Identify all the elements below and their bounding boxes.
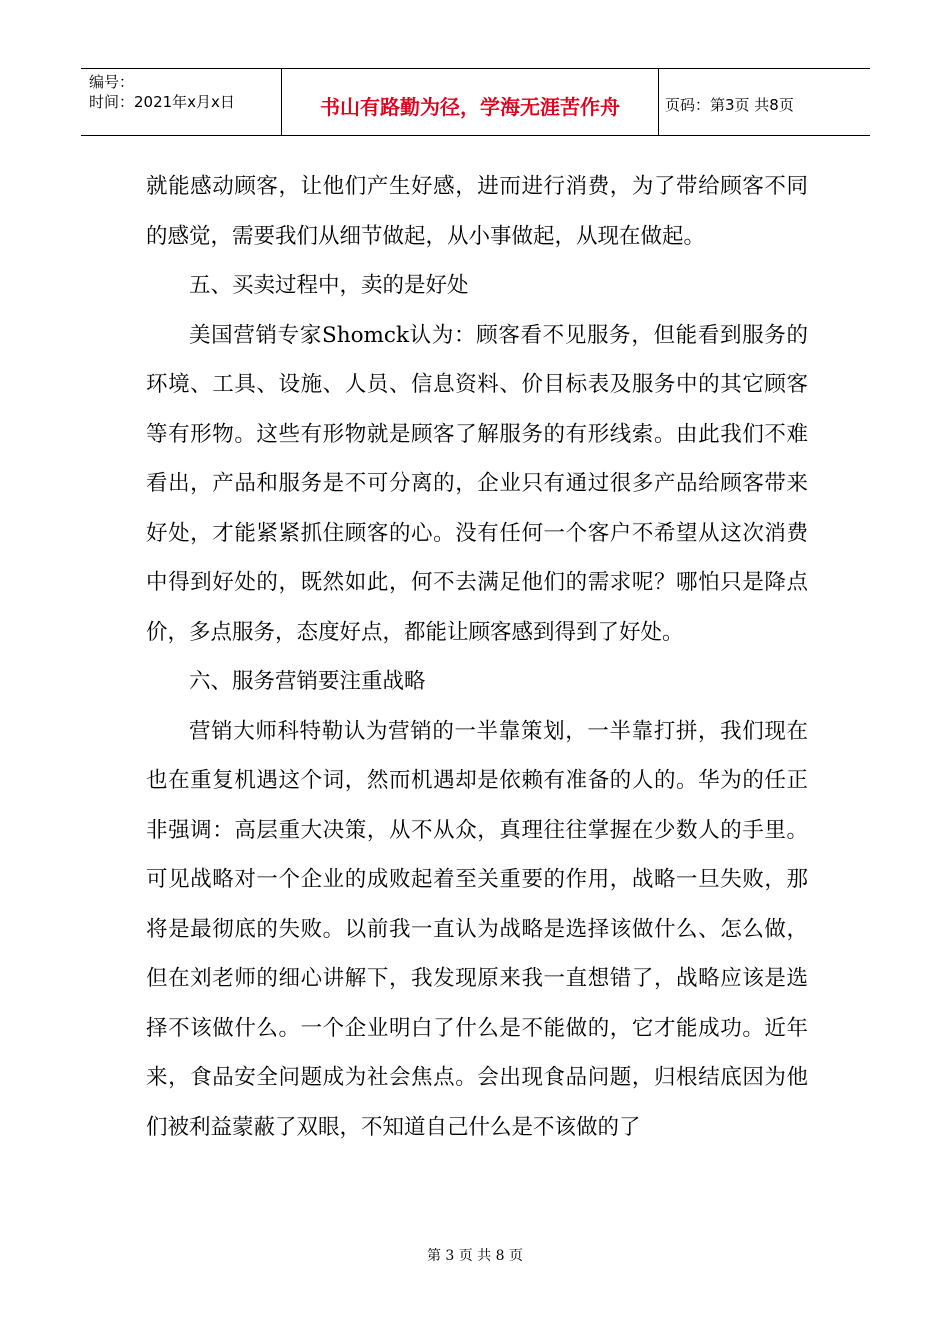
section-heading-5: 五、买卖过程中，卖的是好处 <box>189 273 469 298</box>
document-body <box>146 162 808 1152</box>
document-date: 时间：2021年x月x日 <box>89 93 235 111</box>
page-header <box>81 68 870 136</box>
header-page-info: 页码：第3页 共8页 <box>665 95 794 114</box>
paragraph: 营销大师科特勒认为营销的一半靠策划，一半靠打拼，我们现在也在重复机遇这个词，然而机遇却是依赖有准备的人的。华为的任正非强调：高层重大决策，从不从众，真理往往掌握在少数人的手里。可见战略对一个企业的成败起着至关重要的作用，战略一旦失败，那将是最彻底的失败。以前我一直认为战略是选择该做什么、怎么做，但在刘老师的细心讲解下，我发现原来我一直想错了，战略应该是选择不该做什么。一个企业明白了什么是不能做的，它才能成功。近年来，食品安全问题成为社会焦点。会出现食品问题，归根结底因为他们被利益蒙蔽了双眼，不知道自己什么是不该做的了 <box>146 718 808 1140</box>
paragraph: 美国营销专家Shomck认为：顾客看不见服务，但能看到服务的环境、工具、设施、人员、信息资料、价目标表及服务中的其它顾客等有形物。这些有形物就是顾客了解服务的有形线索。由此我们不难看出，产品和服务是不可分离的，企业只有通过很多产品给顾客带来好处，才能紧紧抓住顾客的心。没有任何一个客户不希望从这次消费中得到好处的，既然如此，何不去满足他们的需求呢？哪怕只是降点价，多点服务，态度好点，都能让顾客感到得到了好处。 <box>146 322 808 645</box>
page-footer: 第 3 页 共 8 页 <box>426 1248 524 1264</box>
section-heading-6: 六、服务营销要注重战略 <box>189 669 426 694</box>
paragraph-continued: 就能感动顾客，让他们产生好感，进而进行消费，为了带给顾客不同的感觉，需要我们从细节做起，从小事做起，从现在做起。 <box>146 174 808 249</box>
header-motto: 书山有路勤为径，学海无涯苦作舟 <box>282 69 659 135</box>
header-meta <box>81 69 282 135</box>
document-number: 编号： <box>89 73 135 91</box>
